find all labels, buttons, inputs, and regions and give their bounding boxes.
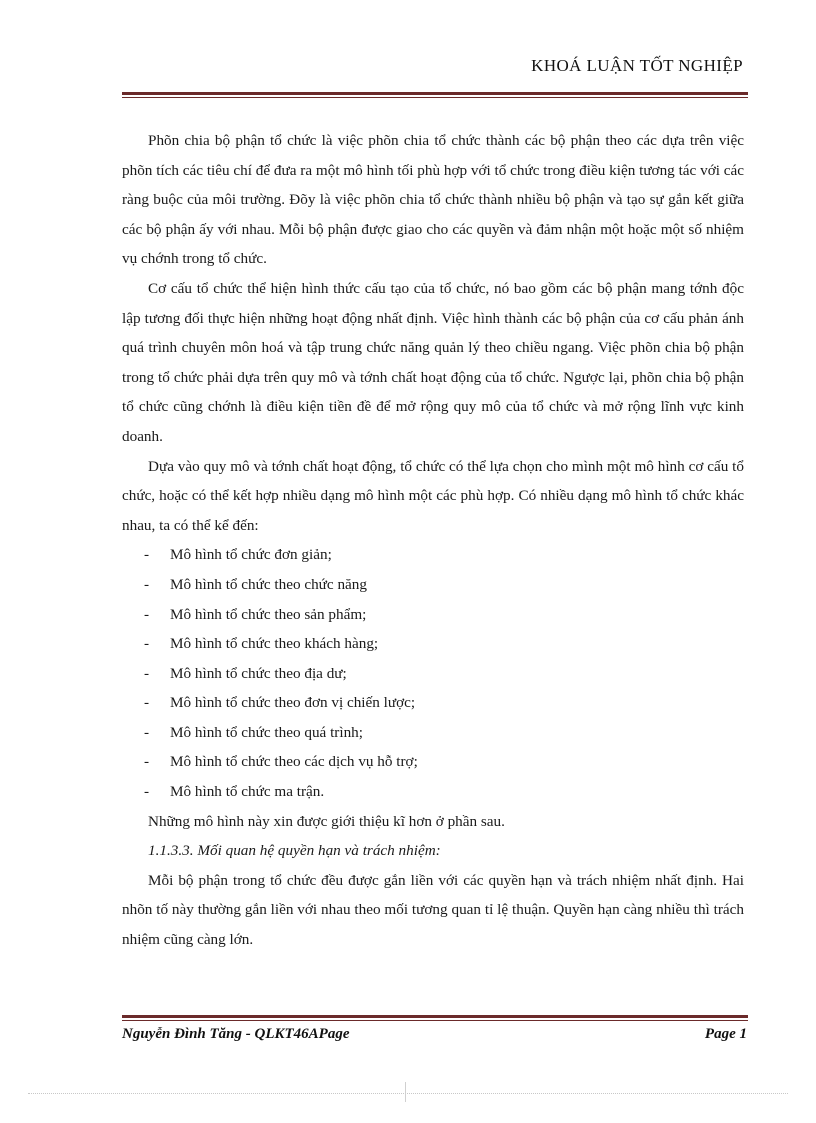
header-title: KHOÁ LUẬN TỐT NGHIỆP (531, 56, 743, 75)
footer-rule-thin (122, 1020, 748, 1021)
list-item (122, 747, 744, 777)
list-dash: - (144, 753, 150, 771)
header-rule-thin (122, 97, 748, 98)
list-item (122, 659, 744, 689)
list-item-text: Mô hình tổ chức theo chức năng (170, 575, 367, 593)
list-item-text: Mô hình tổ chức theo sản phẩm; (170, 605, 367, 623)
footer-author: Nguyễn Đình Tăng - QLKT46APage (122, 1026, 350, 1042)
list-item-text: Mô hình tổ chức theo địa dư; (170, 664, 347, 682)
list-dash: - (144, 694, 150, 712)
list-dash: - (144, 575, 150, 593)
paragraph-models-intro: Dựa vào quy mô và tớnh chất hoạt động, tổ chức có thể lựa chọn cho mình một mô hình cơ cấu tổ chức, hoặc có thể kết hợp nhiều dạng mô hình một các phù hợp. Có nhiều dạng mô hình tổ chức khác nhau, ta có thể kể đến: (122, 457, 744, 534)
page-boundary-tick (405, 1082, 406, 1102)
paragraph-division: Phõn chia bộ phận tổ chức là việc phõn chia tổ chức thành các bộ phận theo các dựa trên việc phõn tích các tiêu chí để đưa ra một mô hình tối phù hợp với tổ chức trong điều kiện tương tác với các ràng buộc của môi trường. Đõy là việc phõn chia tổ chức thành nhiều bộ phận và tạo sự gắn kết giữa các bộ phận ấy với nhau. Mỗi bộ phận được giao cho các quyền và đảm nhận một hoặc một số nhiệm vụ chớnh trong tổ chức. (122, 132, 744, 268)
list-item-text: Mô hình tổ chức theo đơn vị chiến lược; (170, 694, 416, 712)
list-item (122, 777, 744, 807)
model-list (122, 540, 744, 806)
footer-page-number: Page 1 (704, 1026, 747, 1042)
header-rule-thick (122, 92, 748, 95)
list-dash: - (144, 635, 150, 653)
list-item-text: Mô hình tổ chức theo khách hàng; (170, 635, 379, 653)
list-item (122, 570, 744, 600)
page-boundary-line (28, 1093, 788, 1094)
list-item-text: Mô hình tổ chức theo quá trình; (170, 723, 363, 741)
list-dash: - (144, 605, 150, 623)
list-item (122, 600, 744, 630)
list-dash: - (144, 664, 150, 682)
section-heading: 1.1.3.3. Mối quan hệ quyền hạn và trách nhiệm: (148, 842, 441, 860)
list-dash: - (144, 546, 150, 564)
list-dash: - (144, 783, 150, 801)
list-item (122, 718, 744, 748)
list-item (122, 629, 744, 659)
list-item (122, 540, 744, 570)
list-item (122, 688, 744, 718)
footer-rule-thick (122, 1015, 748, 1018)
paragraph-models-note: Những mô hình này xin được giới thiệu kĩ hơn ở phần sau. (148, 812, 505, 830)
list-item-text: Mô hình tổ chức ma trận. (170, 783, 325, 801)
paragraph-authority: Mỗi bộ phận trong tổ chức đều được gắn liền với các quyền hạn và trách nhiệm nhất định. Hai nhõn tố này thường gắn liền với nhau theo mối tương quan tỉ lệ thuận. Quyền hạn càng nhiều thì trách nhiệm cũng càng lớn. (122, 871, 744, 949)
document-body (122, 126, 744, 955)
list-item-text: Mô hình tổ chức theo các dịch vụ hỗ trợ; (170, 753, 418, 771)
paragraph-structure: Cơ cấu tổ chức thể hiện hình thức cấu tạo của tổ chức, nó bao gồm các bộ phận mang tớnh độc lập tương đối thực hiện những hoạt động nhất định. Việc hình thành các bộ phận của cơ cấu phản ánh quá trình chuyên môn hoá và tập trung chức năng quản lý theo chiều ngang. Việc phõn chia bộ phận trong tổ chức phải dựa trên quy mô và tớnh chất hoạt động của tổ chức. Ngược lại, phõn chia bộ phận tổ chức cũng chớnh là điều kiện tiền đề để mở rộng quy mô của tổ chức và mở rộng lĩnh vực kinh doanh. (122, 279, 744, 445)
list-dash: - (144, 723, 150, 741)
list-item-text: Mô hình tổ chức đơn giản; (170, 546, 332, 564)
